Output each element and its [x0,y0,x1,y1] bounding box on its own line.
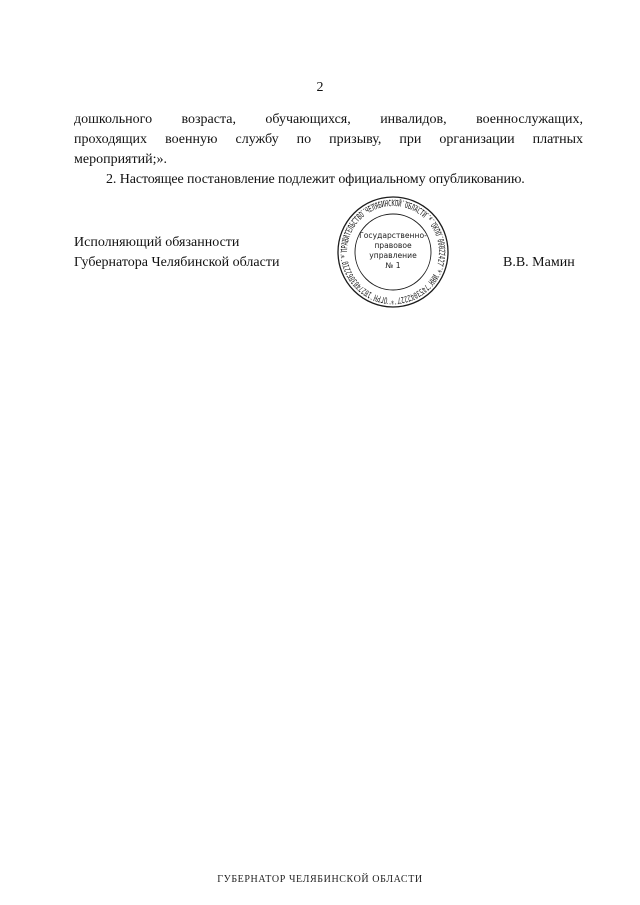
official-seal-graphic [331,195,455,309]
paragraph-2: 2. Настоящее постановление подлежит официальному опубликованию. [106,172,525,187]
paragraph-1-line-2: проходящих военную службу по призыву, при организации платных [74,132,583,147]
paragraph-1 [74,110,583,170]
footer-title: ГУБЕРНАТОР ЧЕЛЯБИНСКОЙ ОБЛАСТИ [217,874,423,885]
paragraph-1-line-3: мероприятий;». [74,152,167,167]
page-number: 2 [316,80,324,95]
seal-center-line-1: Государственно- [359,231,427,240]
signatory-position-line-1: Исполняющий обязанности [74,235,240,250]
document-body [74,110,583,190]
seal-center-line-2: правовое [374,241,412,250]
signatory-name: В.В. Мамин [503,255,575,270]
official-seal [331,195,455,309]
seal-center-line-4: № 1 [385,261,401,270]
signatory-position [74,233,279,273]
paragraph-1-line-1: дошкольного возраста, обучающихся, инвалидов, военнослужащих, [74,112,583,127]
seal-center-line-3: управление [369,251,417,260]
seal-ring-text: ПРАВИТЕЛЬСТВО ЧЕЛЯБИНСКОЙ ОБЛАСТИ * ОКПО 00022427 * ИНН 7453042227 * ОГРН 1027403862210 * [338,197,448,307]
signatory-position-line-2: Губернатора Челябинской области [74,255,280,270]
